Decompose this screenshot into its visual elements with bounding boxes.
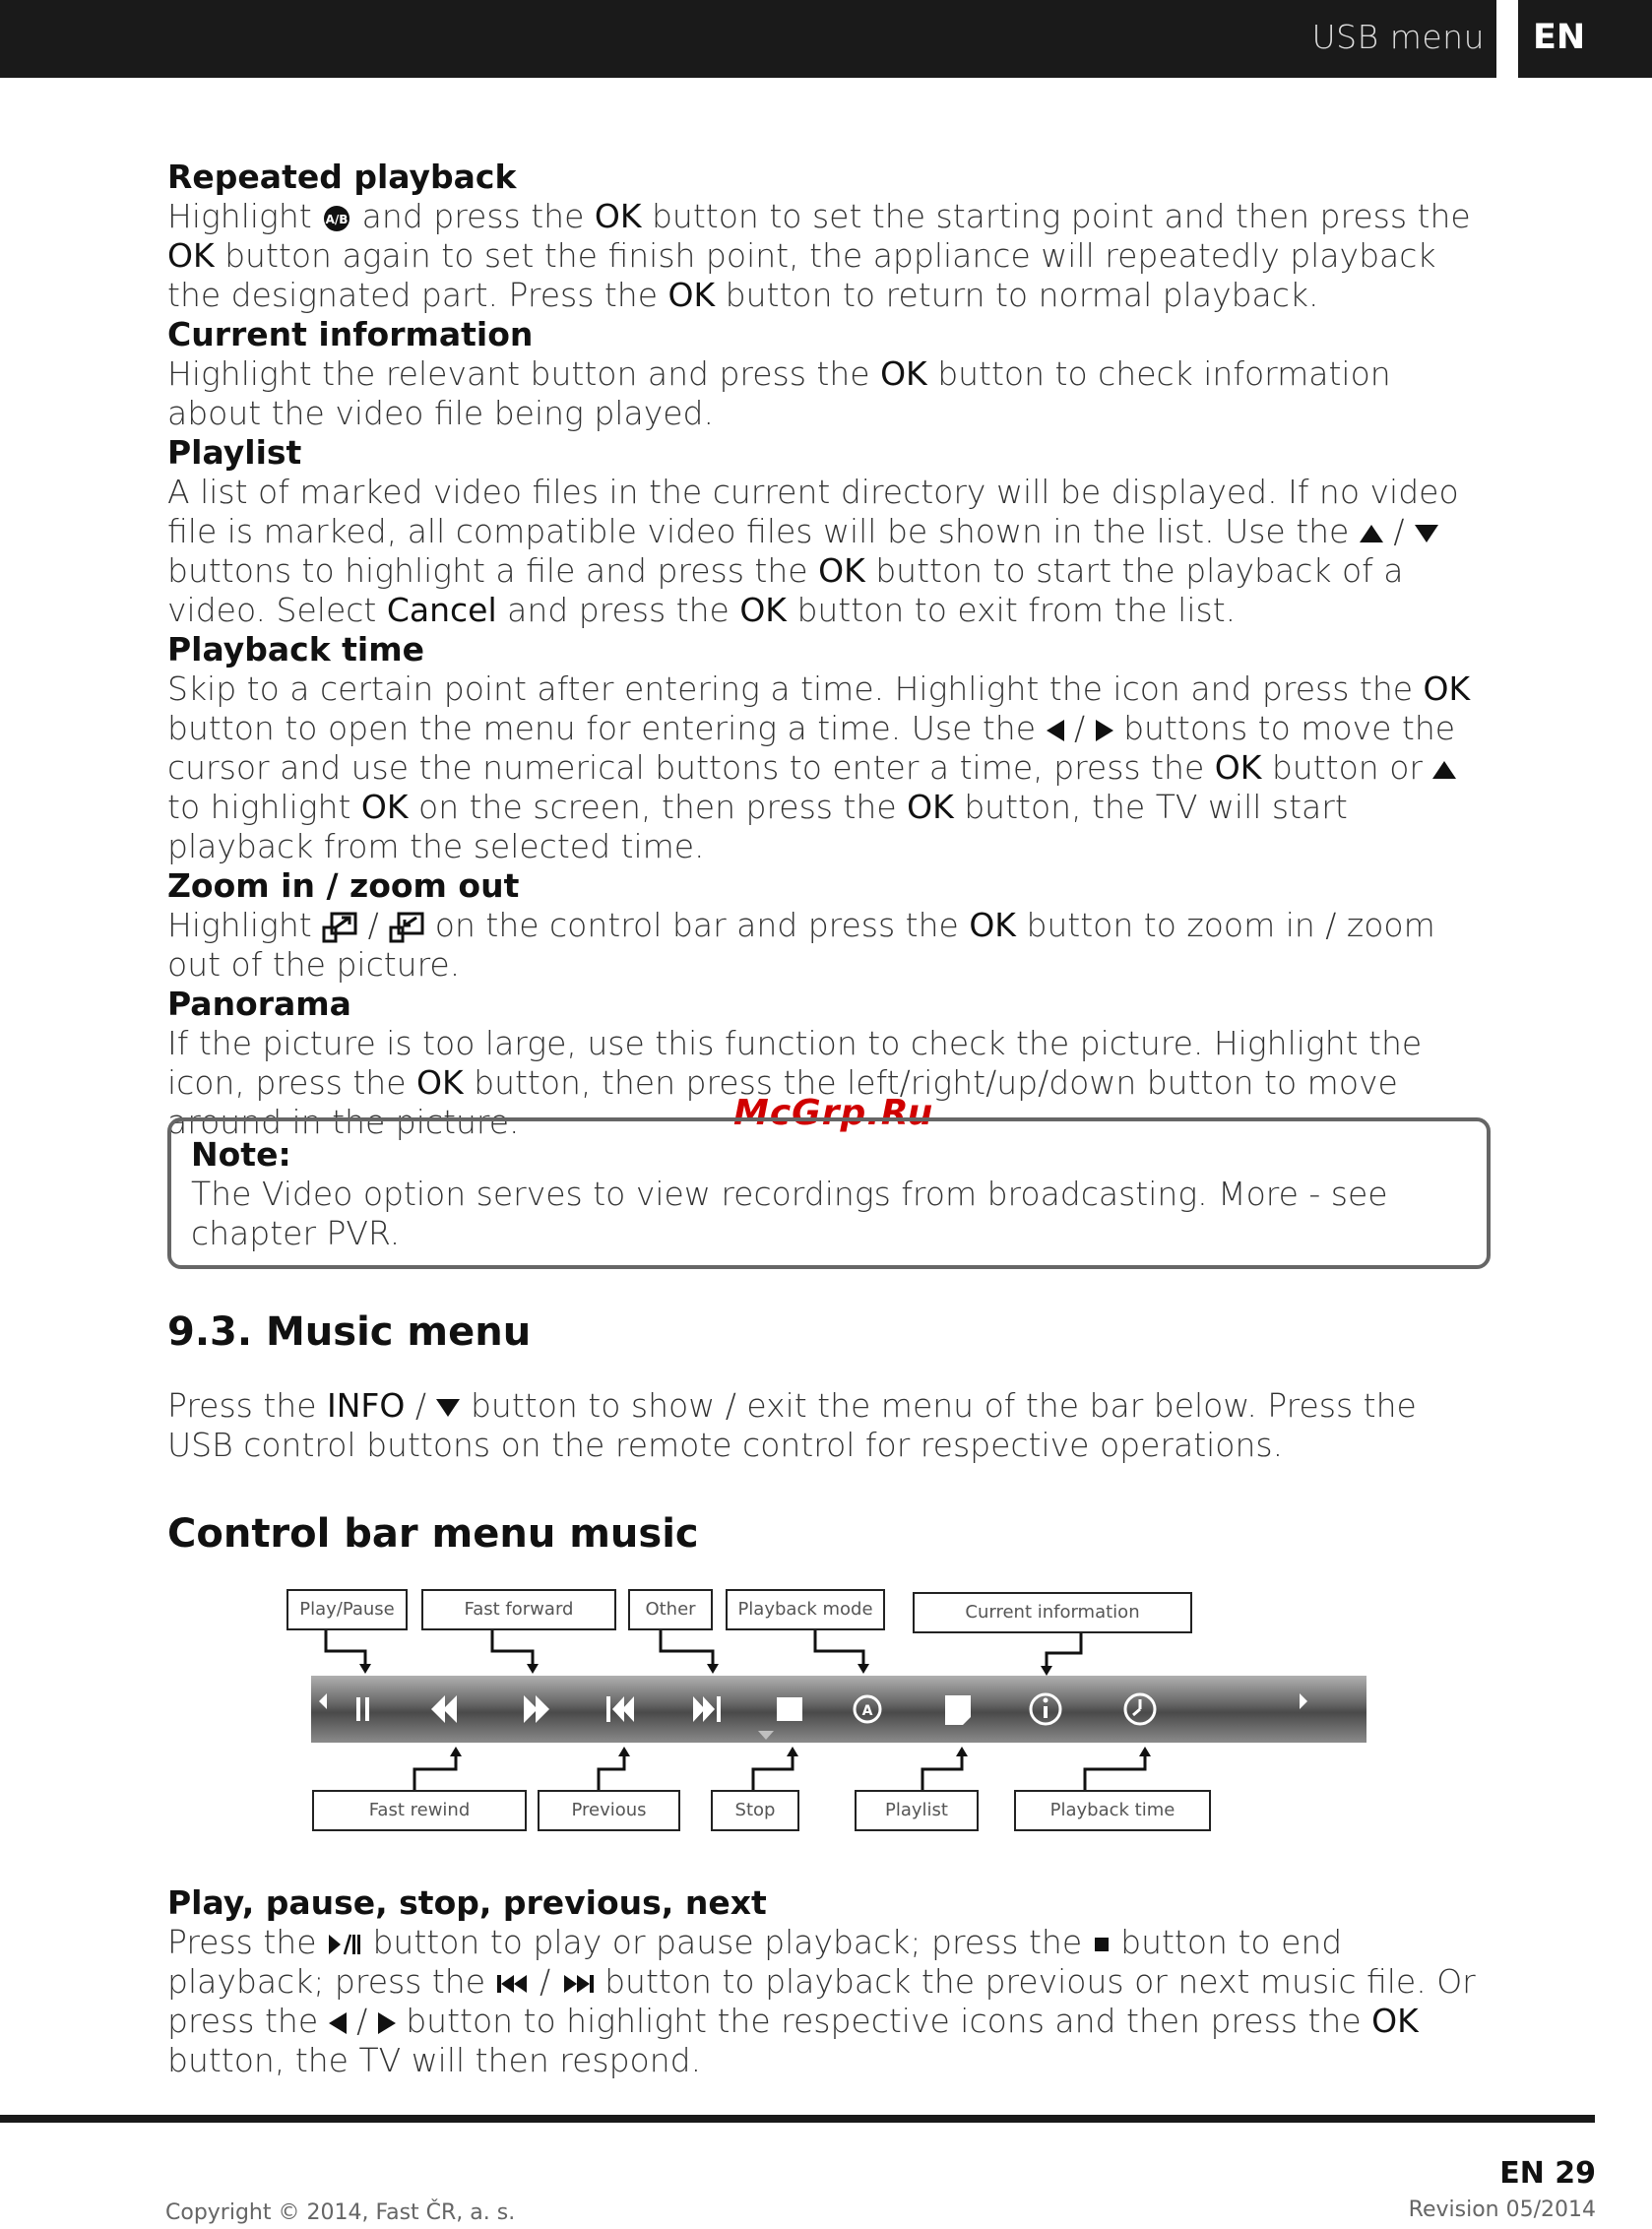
note-text: The Video option serves to view recordings from broadcasting. More - see chapter PVR. — [191, 1175, 1388, 1252]
watermark: McGrp.Ru — [733, 1093, 934, 1133]
arrow-down-icon — [436, 1399, 460, 1417]
play-pause-icon — [327, 1932, 362, 1957]
arrow-left-icon — [1047, 720, 1064, 741]
section-text-panorama: If the picture is too large, use this function to check the picture. Highlight the icon, press the OK button, then press the left/right/up/down button to move around in the picture. — [167, 1024, 1423, 1141]
label-fast-forward: Fast forward — [421, 1589, 616, 1630]
arrow-left-icon — [329, 2012, 347, 2034]
stop-icon — [1093, 1936, 1111, 1953]
section-text-zoom: Highlight / on the control bar and press the OK button to zoom in / zoom out of the picture. — [167, 906, 1435, 984]
page-number: EN 29 — [1499, 2156, 1596, 2191]
label-play-pause: Play/Pause — [286, 1589, 408, 1630]
section-title-panorama: Panorama — [167, 985, 351, 1023]
header-title: USB menu — [1311, 18, 1485, 56]
label-playback-time: Playback time — [1014, 1790, 1211, 1831]
svg-text:A/B: A/B — [325, 212, 349, 226]
previous-icon — [496, 1972, 530, 1996]
arrow-up-icon — [1432, 761, 1456, 779]
label-playlist: Playlist — [855, 1790, 979, 1831]
svg-text:A: A — [861, 1703, 873, 1719]
arrow-right-icon — [1096, 720, 1113, 741]
arrow-right-icon — [378, 2012, 396, 2034]
zoom-in-icon — [322, 912, 357, 943]
section-title-playlist: Playlist — [167, 433, 302, 472]
music-control-bar — [311, 1676, 1366, 1743]
footer-rule — [0, 2115, 1595, 2123]
label-other: Other — [628, 1589, 713, 1630]
section-text-repeated-playback: Highlight A/B and press the OK button to set the starting point and then press the OK button again to set the finish point, the appliance will repeatedly playback the designated part. Press the OK button to return to normal playback. — [167, 197, 1471, 314]
section-text-playlist: A list of marked video files in the current directory will be displayed. If no video file is marked, all compatible video files will be shown in the list. Use the / buttons to highlight a file and press the OK button to start the playback of a video. Select Cancel and press the OK button to exit from the list. — [167, 473, 1459, 629]
section-title-repeated-playback: Repeated playback — [167, 158, 517, 196]
label-previous: Previous — [538, 1790, 680, 1831]
header-lang: EN — [1533, 18, 1586, 57]
section-text-playback-time: Skip to a certain point after entering a time. Highlight the icon and press the OK button to open the menu for entering a time. Use the / buttons to move the cursor and use the numerical buttons to enter a time, press the OK button or to highlight OK on the screen, then press the OK button, the TV will start playback from the selected time. — [167, 669, 1471, 865]
ab-repeat-icon — [322, 204, 351, 233]
revision: Revision 05/2014 — [1408, 2197, 1596, 2222]
note-title: Note: — [191, 1135, 291, 1174]
music-menu-intro: Press the INFO / button to show / exit the menu of the bar below. Press the USB control buttons on the remote control for respective operations. — [167, 1386, 1417, 1464]
section-title-playback-time: Playback time — [167, 630, 425, 669]
copyright: Copyright © 2014, Fast ČR, a. s. — [165, 2200, 516, 2225]
control-bar-heading: Control bar menu music — [167, 1511, 699, 1557]
section-title-current-information: Current information — [167, 315, 534, 353]
next-icon — [561, 1972, 595, 1996]
music-menu-heading: 9.3. Music menu — [167, 1309, 532, 1355]
arrow-up-icon — [1360, 525, 1383, 542]
main-content — [167, 158, 1487, 1142]
section-text-play: Press the button to play or pause playback; press the button to end playback; press the / button to playback the previous or next music file. Or press the / button to highlight the respective icons and then press the OK button, the TV will then respond. — [167, 1923, 1476, 2079]
label-playback-mode: Playback mode — [726, 1589, 885, 1630]
label-fast-rewind: Fast rewind — [312, 1790, 527, 1831]
note-box — [167, 1117, 1491, 1269]
label-stop: Stop — [711, 1790, 799, 1831]
zoom-out-icon — [389, 912, 424, 943]
play-section — [167, 1883, 1487, 2080]
label-current-information: Current information — [913, 1592, 1192, 1633]
section-title-zoom: Zoom in / zoom out — [167, 866, 520, 905]
arrow-down-icon — [1415, 525, 1438, 542]
section-text-current-information: Highlight the relevant button and press the OK button to check information about the video file being played. — [167, 354, 1391, 432]
section-title-play: Play, pause, stop, previous, next — [167, 1883, 767, 1922]
header-bar — [0, 0, 1496, 78]
